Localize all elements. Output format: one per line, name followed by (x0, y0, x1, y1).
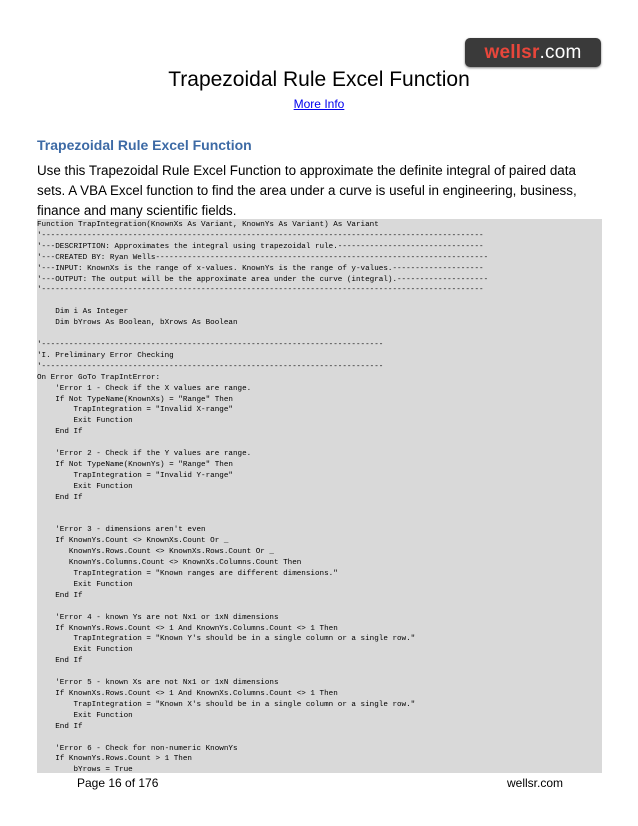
section-heading: Trapezoidal Rule Excel Function (37, 137, 252, 153)
logo-tld: .com (539, 41, 582, 63)
code-block (37, 219, 602, 773)
more-info-container (0, 97, 638, 111)
footer-site: wellsr.com (506, 776, 563, 790)
intro-paragraph: Use this Trapezoidal Rule Excel Function to approximate the definite integral of paired data sets. A VBA Excel function to find the area under a curve is useful in engineering, business, finance and many scientific fields. (37, 163, 577, 218)
logo-brand: wellsr (484, 41, 540, 63)
page-number: Page 16 of 176 (77, 776, 159, 790)
wellsr-logo[interactable] (465, 38, 601, 67)
code-text: Function TrapIntegration(KnownXs As Variant, KnownYs As Variant) As Variant '------------------------------------------------------------------------------------------------- '---DESCRIPTION: Approximates the integral using trapezoidal rule.-------------------------------- '---CREATED BY: Ryan Wells------------------------------------------------------------------------- '---INPUT: KnownXs is the range of x-values. KnownYs is the range of y-values.-------------------- '---OUTPUT: The output will be the approximate area under the curve (integral).-------------------- '------------------------------------------------------------------------------------------------- Dim i As Integer Dim bYrows As Boolean, bXrows As Boolean '--------------------------------------------------------------------------- 'I. Preliminary Error Checking '--------------------------------------------------------------------------- On Error GoTo TrapIntError: 'Error 1 - Check if the X values are range. If Not TypeName(KnownXs) = "Range" Then TrapIntegration = "Invalid X-range" Exit Function End If 'Error 2 - Check if the Y values are range. If Not TypeName(KnownYs) = "Range" Then TrapIntegration = "Invalid Y-range" Exit Function End If 'Error 3 - dimensions aren't even If KnownYs.Count <> KnownXs.Count Or _ KnownYs.Rows.Count <> KnownXs.Rows.Count Or _ KnownYs.Columns.Count <> KnownXs.Columns.Count Then TrapIntegration = "Known ranges are different dimensions." Exit Function End If 'Error 4 - known Ys are not Nx1 or 1xN dimensions If KnownYs.Rows.Count <> 1 And KnownYs.Columns.Count <> 1 Then TrapIntegration = "Known Y's should be in a single column or a single row." Exit Function End If 'Error 5 - known Xs are not Nx1 or 1xN dimensions If KnownXs.Rows.Count <> 1 And KnownXs.Columns.Count <> 1 Then TrapIntegration = "Known X's should be in a single column or a single row." Exit Function End If 'Error 6 - Check for non-numeric KnownYs If KnownYs.Rows.Count > 1 Then bYrows = True (37, 221, 489, 773)
page-title: Trapezoidal Rule Excel Function (168, 68, 470, 91)
more-info-link[interactable]: More Info (293, 97, 345, 111)
